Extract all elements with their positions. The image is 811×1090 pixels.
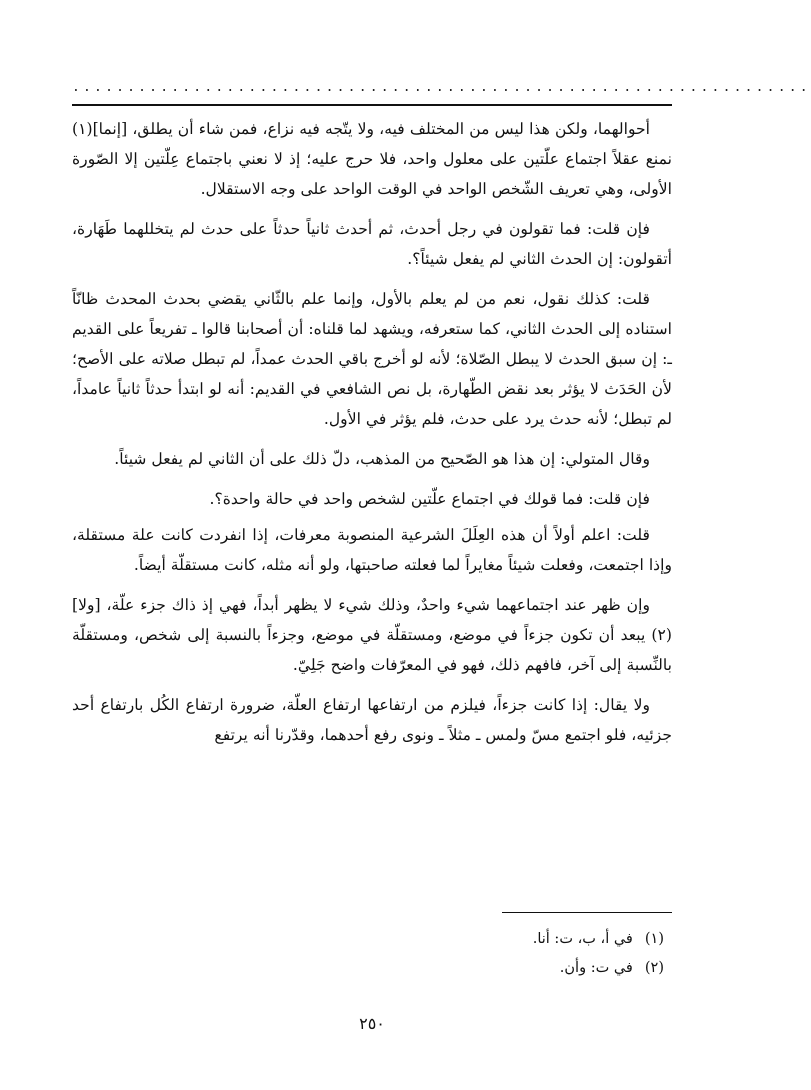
header-dot-leader: ................................................................... bbox=[72, 80, 811, 95]
footnotes bbox=[72, 925, 672, 983]
footnote-1 bbox=[72, 925, 672, 954]
paragraph-1: أحوالهما، ولكن هذا ليس من المختلف فيه، ولا يتّجه فيه نزاع، فمن شاء أن يطلق، [إنما](١) نمنع عقلاً اجتماع علّتين على معلول واحد، فلا حرج عليه؛ إذ لا نعني باجتماع عِلّتين إلا الصّورة الأولى، وهي تعريف الشّخص الواحد في الوقت الواحد على وجه الاستقلال. bbox=[72, 120, 672, 198]
footnote-number: (٢) bbox=[644, 960, 664, 976]
paragraph-4: وقال المتولي: إن هذا هو الصّحيح من المذهب، دلّ ذلك على أن الثاني لم يفعل شيئاً. bbox=[114, 450, 650, 468]
paragraph-3: قلت: كذلك نقول، نعم من لم يعلم بالأول، وإنما علم بالثّاني يقضي بحدث المحدث ظانّاً استناده إلى الحدث الثاني، كما ستعرفه، ويشهد لما قلناه: أن أصحابنا قالوا ـ تفريعاً على القديم ـ: إن سبق الحدث لا يبطل الصّلاة؛ لأنه لو أخرج باقي الحدث عمداً، لم تبطل صلاته على الأصح؛ لأن الحَدَث لا يؤثر بعد نقض الطّهارة، بل نص الشافعي في القديم: أنه لو ابتدأ حدثاً ثانياً عامداً، لم تبطل؛ لأنه حدث يرد على حدث، فلم يؤثر في الأول. bbox=[72, 290, 672, 428]
paragraph-5: فإن قلت: فما قولك في اجتماع علّتين لشخص واحد في حالة واحدة؟. bbox=[209, 490, 650, 508]
paragraph-6: قلت: اعلم أولاً أن هذه العِلَلَ الشرعية المنصوبة معرفات، إذا انفردت كانت علة مستقلة، وإذا اجتمعت، وفعلت شيئاً مغايراً لما فعلته صاحبتها، ولو أنه مثله، كانت مستقلّة أيضاً. bbox=[72, 526, 672, 574]
page-number: ٢٥٠ bbox=[359, 1014, 385, 1033]
paragraph-2: فإن قلت: فما تقولون في رجل أحدث، ثم أحدث ثانياً حدثاً على حدث لم يتخللهما طَهَارة، أتقولون: إن الحدث الثاني لم يفعل شيئاً؟. bbox=[72, 220, 672, 268]
paragraph-7: وإن ظهر عند اجتماعهما شيء واحدٌ، وذلك شيء لا يظهر أبداً، فهي إذ ذاك جزء علّة، [ولا](٢) يبعد أن تكون جزءاً في موضع، ومستقلّة في موضع، وجزءاً بالنسبة إلى شخص، ومستقلّة بالنِّسبة إلى آخر، فافهم ذلك، فهو في المعرّفات واضح جَلِيّ. bbox=[72, 596, 672, 674]
footnote-number: (١) bbox=[644, 931, 664, 947]
footnote-text: في أ، ب، ت: أنا. bbox=[532, 931, 633, 947]
footnote-rule bbox=[502, 912, 672, 913]
footnote-2 bbox=[72, 954, 672, 983]
header-rule bbox=[72, 104, 672, 106]
paragraph-8: ولا يقال: إذا كانت جزءاً، فيلزم من ارتفاعها ارتفاع العلّة، ضرورة ارتفاع الكُل بارتفاع أحد جزئيه، فلو اجتمع مسّ ولمس ـ مثلاً ـ ونوى رفع أحدهما، وقدّرنا أنه يرتفع bbox=[72, 696, 672, 744]
footnote-text: في ت: وأن. bbox=[559, 960, 633, 976]
main-text bbox=[72, 114, 672, 760]
